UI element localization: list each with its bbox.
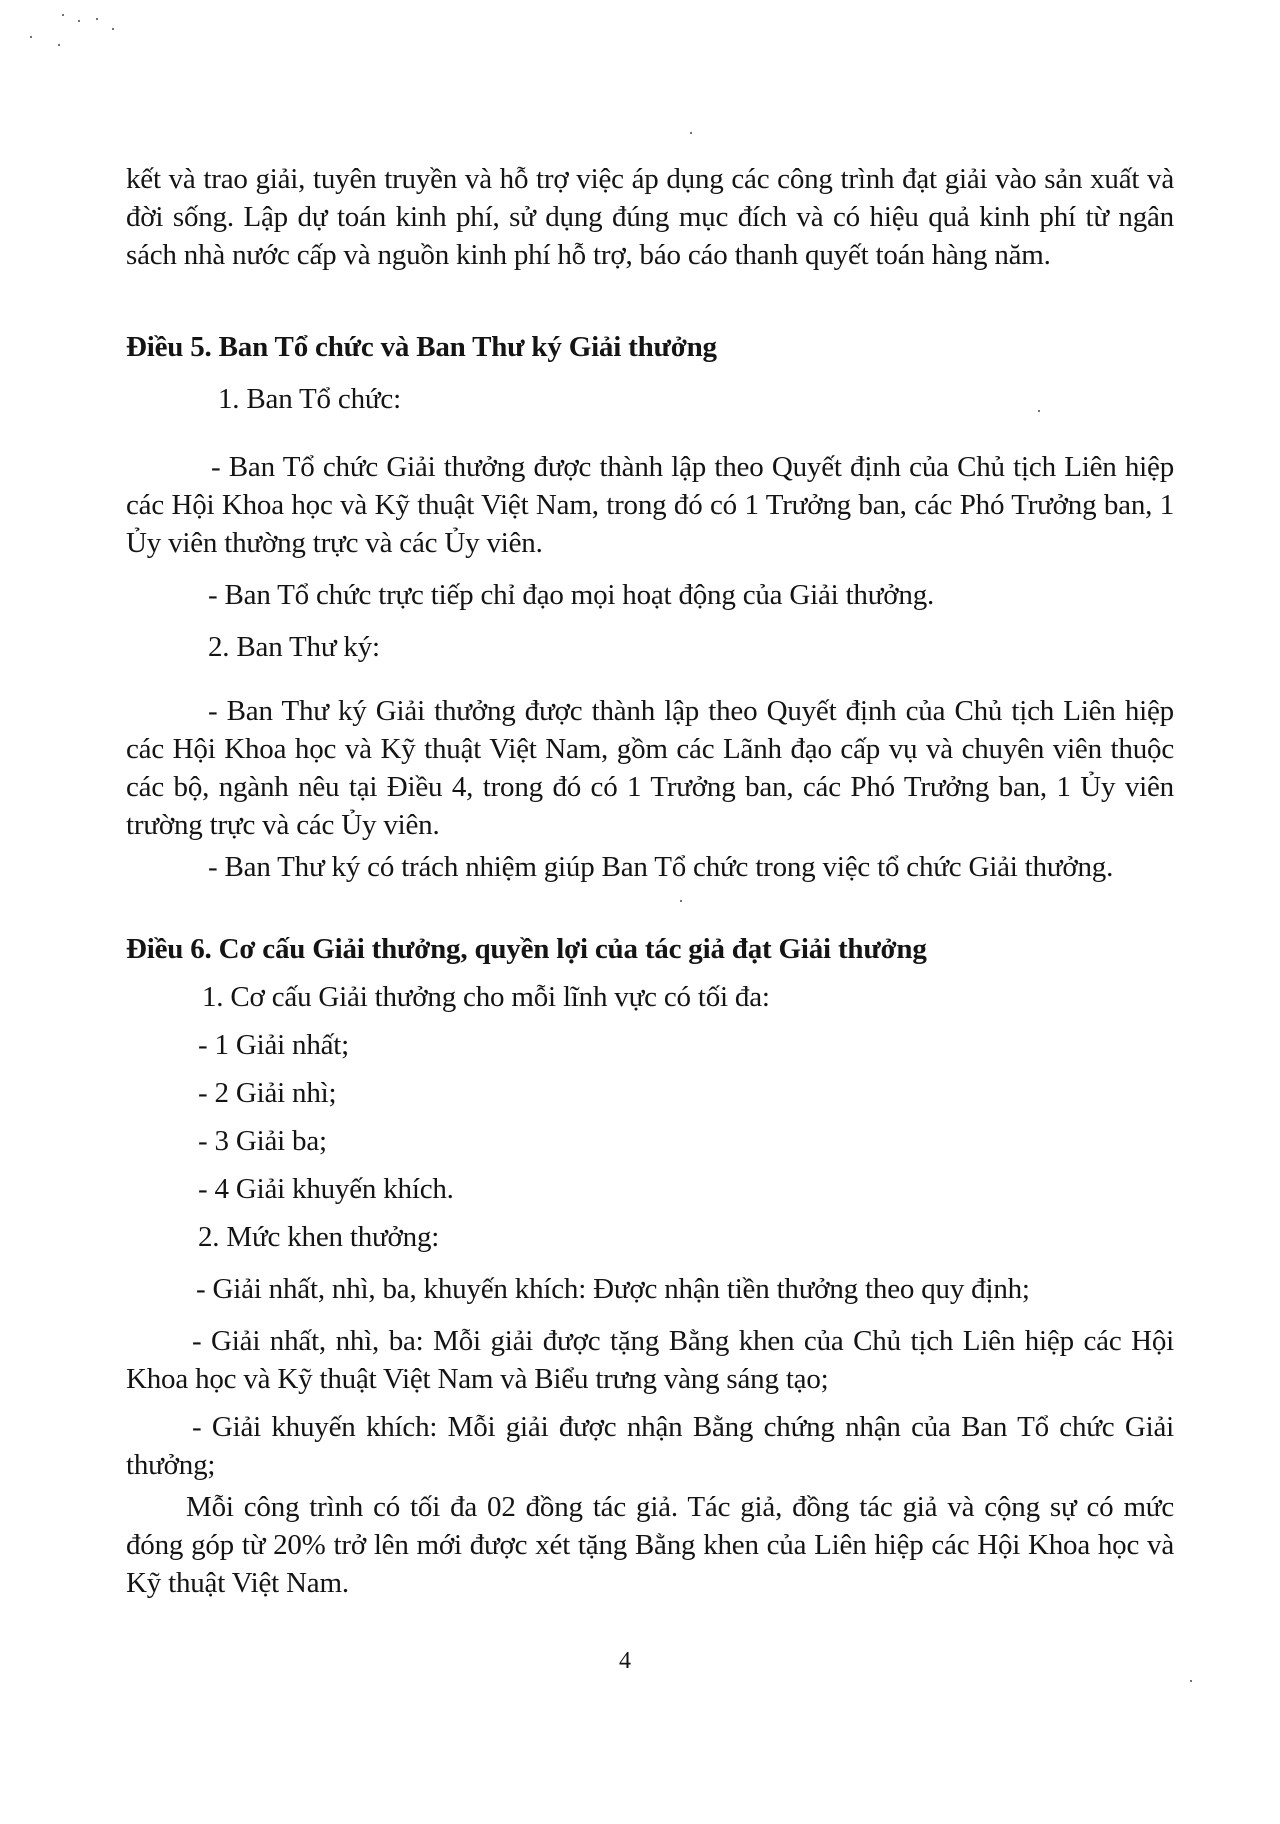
prize-list-item: - 2 Giải nhì; [198,1077,337,1109]
intro-paragraph: kết và trao giải, tuyên truyền và hỗ trợ việc áp dụng các công trình đạt giải vào sản xuất và đời sống. Lập dự toán kinh phí, sử dụng đúng mục đích và có hiệu quả kinh phí từ ngân sách nhà nước cấp và nguồn kinh phí hỗ trợ, báo cáo thanh quyết toán hàng năm. [126,163,1174,271]
scan-speck [30,36,32,38]
closing-paragraph: Mỗi công trình có tối đa 02 đồng tác giả. Tác giả, đồng tác giả và cộng sự có mức đóng góp từ 20% trở lên mới được xét tặng Bằng khen của Liên hiệp các Hội Khoa học và Kỹ thuật Việt Nam. [126,1491,1174,1599]
scan-speck [112,28,114,30]
scan-speck [96,18,98,20]
reward-item: - Giải nhất, nhì, ba, khuyến khích: Được nhận tiền thưởng theo quy định; [196,1273,1030,1305]
scan-speck [690,132,692,134]
article-5-section-2-title: 2. Ban Thư ký: [208,631,380,663]
article-5-section-1-title: 1. Ban Tổ chức: [218,383,401,415]
prize-list-item: - 4 Giải khuyến khích. [198,1173,454,1205]
article-6-heading: Điều 6. Cơ cấu Giải thưởng, quyền lợi của tác giả đạt Giải thưởng [126,933,927,965]
reward-item: - Giải khuyến khích: Mỗi giải được nhận Bằng chứng nhận của Ban Tổ chức Giải thưởng; [126,1411,1174,1481]
scan-speck [78,20,80,22]
prize-list-item: - 1 Giải nhất; [198,1029,350,1061]
scan-speck [1190,1680,1192,1682]
page-number: 4 [619,1648,631,1674]
article-5-section-1-item-1: - Ban Tổ chức Giải thưởng được thành lập theo Quyết định của Chủ tịch Liên hiệp các Hội Khoa học và Kỹ thuật Việt Nam, trong đó có 1 Trưởng ban, các Phó Trưởng ban, 1 Ủy viên thường trực và các Ủy viên. [126,451,1174,559]
article-5-section-2-item-2: - Ban Thư ký có trách nhiệm giúp Ban Tổ chức trong việc tổ chức Giải thưởng. [208,851,1114,883]
article-6-section-1-title: 1. Cơ cấu Giải thưởng cho mỗi lĩnh vực có tối đa: [202,981,770,1013]
article-5-section-1-item-2: - Ban Tổ chức trực tiếp chỉ đạo mọi hoạt động của Giải thưởng. [208,579,935,611]
scan-speck [680,900,682,902]
prize-list-item: - 3 Giải ba; [198,1125,327,1157]
article-6-section-2-title: 2. Mức khen thưởng: [198,1221,440,1253]
reward-item: - Giải nhất, nhì, ba: Mỗi giải được tặng Bằng khen của Chủ tịch Liên hiệp các Hội Khoa học và Kỹ thuật Việt Nam và Biểu trưng vàng sáng tạo; [126,1325,1174,1395]
article-5-heading: Điều 5. Ban Tổ chức và Ban Thư ký Giải thưởng [126,331,717,363]
article-5-section-2-item-1: - Ban Thư ký Giải thưởng được thành lập theo Quyết định của Chủ tịch Liên hiệp các Hội Khoa học và Kỹ thuật Việt Nam, gồm các Lãnh đạo cấp vụ và chuyên viên thuộc các bộ, ngành nêu tại Điều 4, trong đó có 1 Trưởng ban, các Phó Trưởng ban, 1 Ủy viên trường trực và các Ủy viên. [126,695,1174,841]
scan-speck [62,14,64,16]
scan-speck [58,44,60,46]
